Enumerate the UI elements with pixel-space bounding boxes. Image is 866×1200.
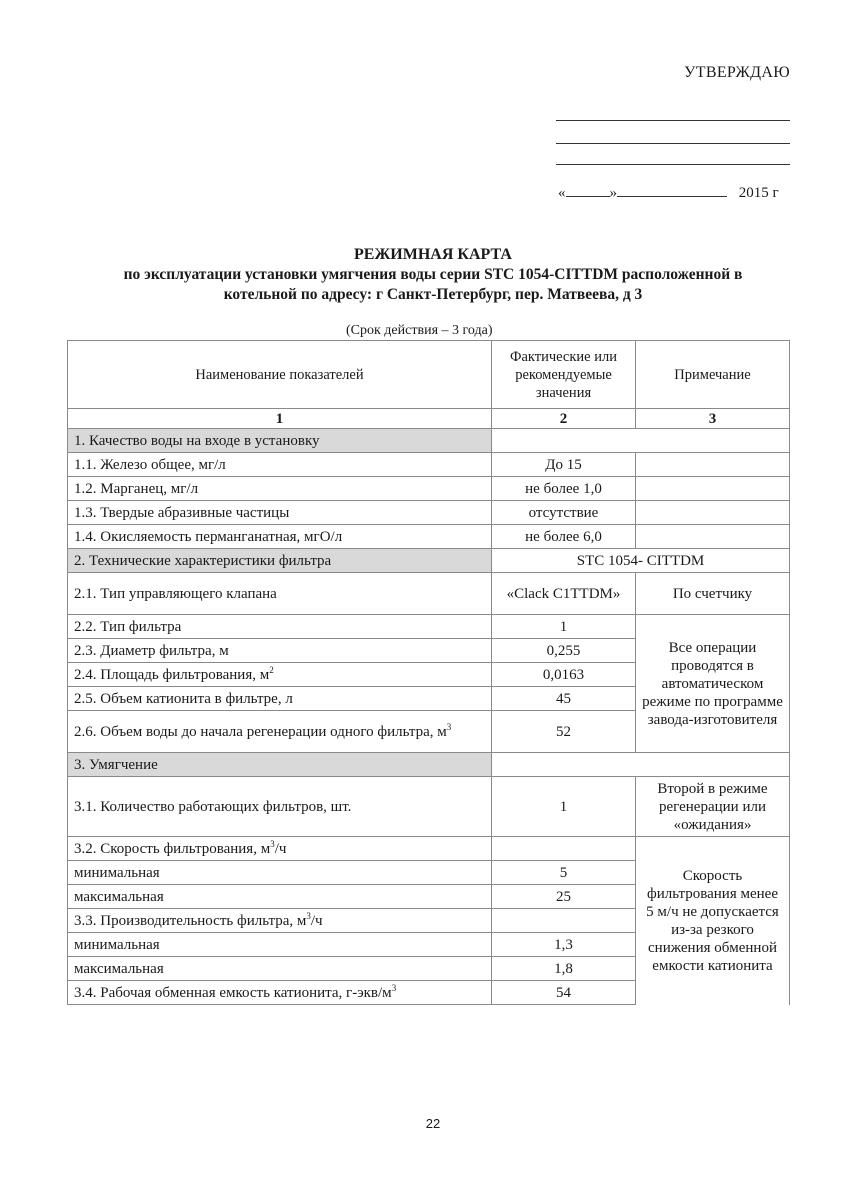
row-note — [636, 501, 790, 525]
subtitle-line: котельной по адресу: г Санкт-Петербург, пер. Матвеева, д 3 — [223, 286, 643, 303]
row-value: не более 6,0 — [492, 525, 636, 549]
row-value: 52 — [492, 711, 636, 753]
table-row — [68, 453, 790, 477]
section-title: 1. Качество воды на входе в установку — [68, 429, 492, 453]
row-label-text: 3.2. Скорость фильтрования, м — [74, 840, 271, 857]
page-number: 22 — [425, 1116, 441, 1131]
section-title: 3. Умягчение — [68, 753, 492, 777]
column-number: 2 — [492, 409, 636, 429]
row-label — [68, 663, 492, 687]
row-label: минимальная — [68, 861, 492, 885]
row-label: минимальная — [68, 933, 492, 957]
row-note — [636, 477, 790, 501]
date-close-quote: » — [609, 185, 617, 201]
table-header-row — [68, 341, 790, 409]
document-subtitle — [40, 265, 826, 305]
row-value: 0,255 — [492, 639, 636, 663]
row-value: 1,3 — [492, 933, 636, 957]
superscript: 3 — [446, 721, 452, 732]
approval-date — [558, 184, 779, 202]
column-number: 3 — [636, 409, 790, 429]
row-label: 3.1. Количество работающих фильтров, шт. — [68, 777, 492, 837]
signature-line — [556, 143, 790, 144]
row-value: 5 — [492, 861, 636, 885]
header-note: Примечание — [636, 341, 790, 409]
row-label: 2.2. Тип фильтра — [68, 615, 492, 639]
row-value: не более 1,0 — [492, 477, 636, 501]
regime-table — [67, 340, 790, 1005]
row-label: максимальная — [68, 885, 492, 909]
month-blank — [617, 184, 727, 197]
row-value: 1 — [492, 777, 636, 837]
row-note — [636, 525, 790, 549]
row-label-unit: /ч — [274, 840, 287, 857]
row-note: Второй в режиме регенерации или «ожидания» — [636, 777, 790, 837]
row-label-text: 3.3. Производительность фильтра, м — [74, 912, 307, 929]
superscript: 2 — [269, 664, 274, 675]
row-label-text: 2.6. Объем воды до начала регенерации одного фильтра, м — [74, 723, 447, 740]
section-row — [68, 429, 790, 453]
row-value: 1 — [492, 615, 636, 639]
row-value: отсутствие — [492, 501, 636, 525]
day-blank — [566, 184, 610, 197]
signature-line — [556, 120, 790, 121]
column-number: 1 — [68, 409, 492, 429]
row-value: 25 — [492, 885, 636, 909]
row-value: До 15 — [492, 453, 636, 477]
section-value — [492, 429, 790, 453]
row-label — [68, 711, 492, 753]
section-title: 2. Технические характеристики фильтра — [68, 549, 492, 573]
approval-year: 2015 г — [738, 185, 779, 201]
row-value: 54 — [492, 981, 636, 1005]
row-note-automatic: Все операции проводятся в автоматическом режиме по программе завода-изготовителя — [636, 615, 790, 753]
superscript: 3 — [270, 838, 275, 849]
row-label: 2.1. Тип управляющего клапана — [68, 573, 492, 615]
row-label: 2.3. Диаметр фильтра, м — [68, 639, 492, 663]
table-row — [68, 777, 790, 837]
section-value — [492, 753, 790, 777]
row-label: максимальная — [68, 957, 492, 981]
section-row — [68, 753, 790, 777]
row-value — [492, 837, 636, 861]
header-indicator-name: Наименование показателей — [68, 341, 492, 409]
row-value: 0,0163 — [492, 663, 636, 687]
approval-title: УТВЕРЖДАЮ — [684, 64, 790, 81]
row-value — [492, 909, 636, 933]
row-label-text: 2.4. Площадь фильтрования, м — [74, 666, 270, 683]
row-label: 2.5. Объем катионита в фильтре, л — [68, 687, 492, 711]
date-open-quote: « — [558, 185, 566, 201]
row-label-unit: /ч — [310, 912, 323, 929]
header-values: Фактические или рекомендуемые значения — [492, 341, 636, 409]
table-row — [68, 615, 790, 639]
row-value: 45 — [492, 687, 636, 711]
validity-period: (Срок действия – 3 года) — [346, 323, 493, 338]
table-row — [68, 477, 790, 501]
row-label — [68, 909, 492, 933]
row-note-speed: Скорость фильтрования менее 5 м/ч не допускается из-за резкого снижения обменной емкости катионита — [636, 837, 790, 1005]
document-title: РЕЖИМНАЯ КАРТА — [354, 246, 512, 263]
row-value: 1,8 — [492, 957, 636, 981]
subtitle-line: по эксплуатации установки умягчения воды серии STC 1054-CITTDM расположенной в — [123, 266, 743, 283]
table-row — [68, 837, 790, 861]
row-label — [68, 837, 492, 861]
signature-line — [556, 164, 790, 165]
row-label — [68, 981, 492, 1005]
row-label-text: 3.4. Рабочая обменная емкость катионита, г-экв/м — [74, 984, 392, 1001]
filter-model: STC 1054- CITTDM — [492, 549, 790, 573]
superscript: 3 — [306, 910, 311, 921]
column-number-row — [68, 409, 790, 429]
approval-block — [0, 0, 866, 220]
table-row — [68, 525, 790, 549]
row-label: 1.2. Марганец, мг/л — [68, 477, 492, 501]
table-row — [68, 573, 790, 615]
table-row — [68, 501, 790, 525]
row-label: 1.3. Твердые абразивные частицы — [68, 501, 492, 525]
row-note — [636, 453, 790, 477]
row-value: «Clack C1TTDM» — [492, 573, 636, 615]
section-row — [68, 549, 790, 573]
superscript: 3 — [391, 982, 397, 993]
row-note: По счетчику — [636, 573, 790, 615]
row-label: 1.1. Железо общее, мг/л — [68, 453, 492, 477]
row-label: 1.4. Окисляемость перманганатная, мгО/л — [68, 525, 492, 549]
